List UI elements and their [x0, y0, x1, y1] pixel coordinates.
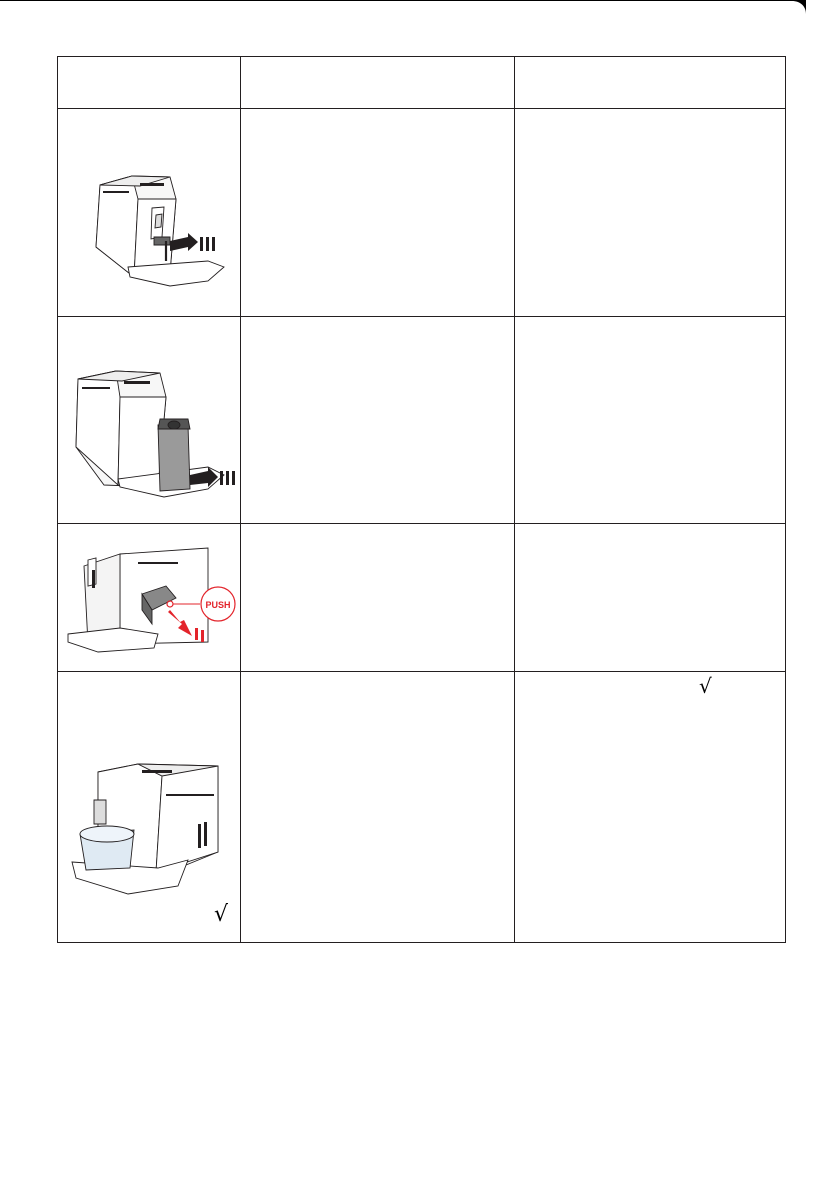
- header-cell-1: [58, 57, 241, 109]
- note-cell: [515, 317, 786, 524]
- note-cell: [515, 109, 786, 317]
- instructions-table: [57, 56, 786, 943]
- table-row: [58, 524, 786, 672]
- checkmark-icon: √: [214, 902, 229, 927]
- table-row: [58, 672, 786, 943]
- illustration-cell: [58, 672, 241, 943]
- milk-connector-push-release-icon: [58, 524, 241, 671]
- description-cell: [241, 524, 515, 672]
- description-cell: [241, 317, 515, 524]
- coffee-machine-spout-insert-icon: [58, 109, 241, 316]
- description-cell: [241, 672, 515, 943]
- illustration-cell: [58, 109, 241, 317]
- push-label: PUSH: [205, 600, 231, 610]
- note-cell: [515, 524, 786, 672]
- illustration-cell: [58, 524, 241, 672]
- illustration-cell: [58, 317, 241, 524]
- note-cell: [515, 672, 786, 943]
- header-cell-2: [241, 57, 515, 109]
- table-header-row: [58, 57, 786, 109]
- description-cell: [241, 109, 515, 317]
- table-row: [58, 109, 786, 317]
- header-cell-3: [515, 57, 786, 109]
- table-row: [58, 317, 786, 524]
- coffee-machine-milk-jug-insert-icon: [58, 317, 241, 523]
- checkmark-icon: √: [699, 674, 712, 698]
- top-margin-rule: [0, 0, 839, 17]
